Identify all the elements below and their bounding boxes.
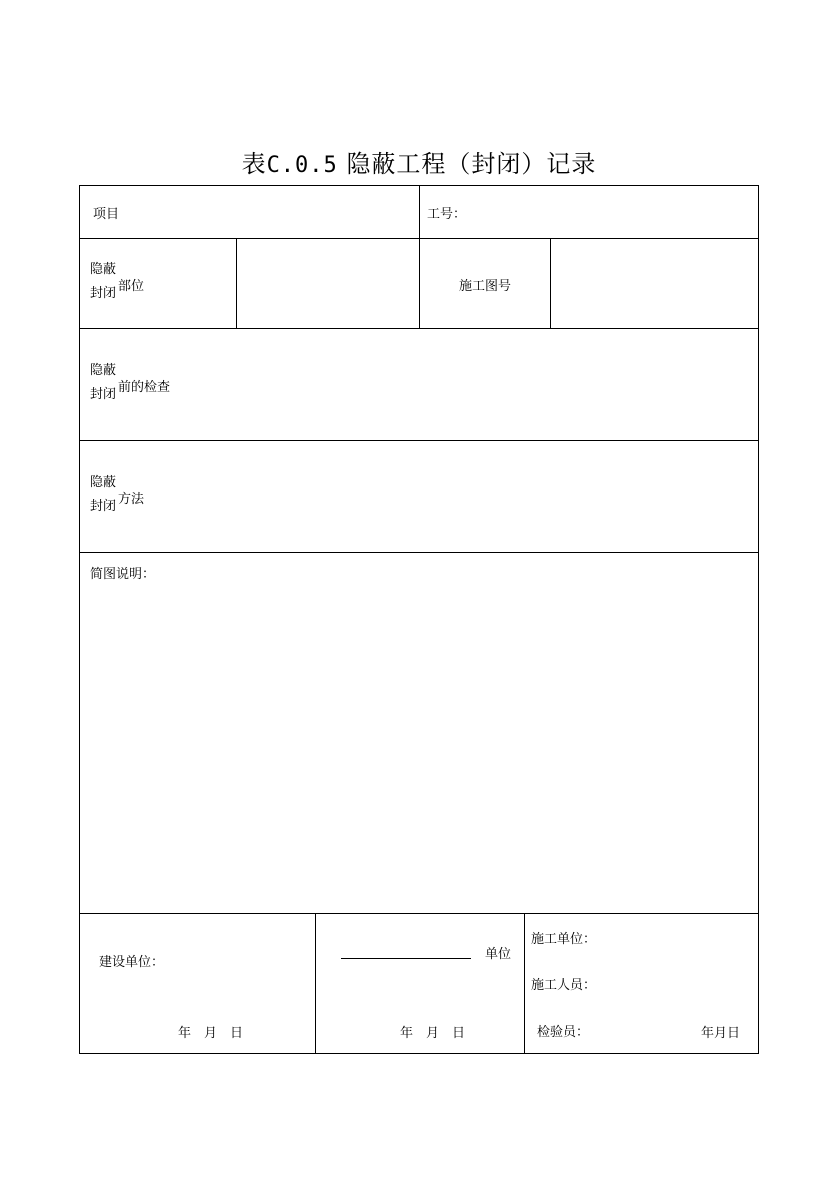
row3-stack [90, 359, 116, 407]
title-prefix: 表 [241, 150, 267, 178]
stack-bottom: 封闭 [90, 499, 117, 514]
middle-unit-label: 单位 [485, 947, 512, 962]
column-divider [419, 185, 420, 328]
title-code: C.0.5 [266, 153, 338, 178]
stack-top: 隐蔽 [90, 262, 117, 277]
sketch-label: 简图说明： [90, 567, 156, 582]
column-divider [524, 913, 525, 1054]
row-divider [79, 913, 759, 914]
page-title [0, 144, 838, 179]
stack-top: 隐蔽 [90, 363, 117, 378]
contractor-label: 施工单位： [531, 932, 597, 947]
staff-label: 施工人员： [531, 978, 597, 993]
row-divider [79, 440, 759, 441]
stack-top: 隐蔽 [90, 475, 117, 490]
right-date: 年月日 [701, 1026, 741, 1041]
column-divider [550, 238, 551, 328]
project-label: 项目 [93, 207, 120, 222]
location-label: 部位 [118, 279, 145, 294]
method-label: 方法 [118, 492, 145, 507]
inspector-label: 检验员： [537, 1025, 590, 1040]
column-divider [315, 913, 316, 1054]
row-divider [79, 328, 759, 329]
column-divider [236, 238, 237, 328]
stack-bottom: 封闭 [90, 387, 117, 402]
pre-inspection-label: 前的检查 [118, 380, 171, 395]
middle-date: 年 月 日 [400, 1026, 466, 1041]
row-divider [79, 552, 759, 553]
row2-stack [90, 258, 116, 306]
title-name: 隐蔽工程（封闭）记录 [346, 150, 597, 178]
owner-date: 年 月 日 [178, 1026, 244, 1041]
stack-bottom: 封闭 [90, 286, 117, 301]
signature-line [341, 958, 471, 959]
owner-label: 建设单位： [99, 955, 165, 970]
job-no-label: 工号： [427, 207, 467, 222]
drawing-no-label: 施工图号 [459, 279, 512, 294]
row4-stack [90, 471, 116, 519]
